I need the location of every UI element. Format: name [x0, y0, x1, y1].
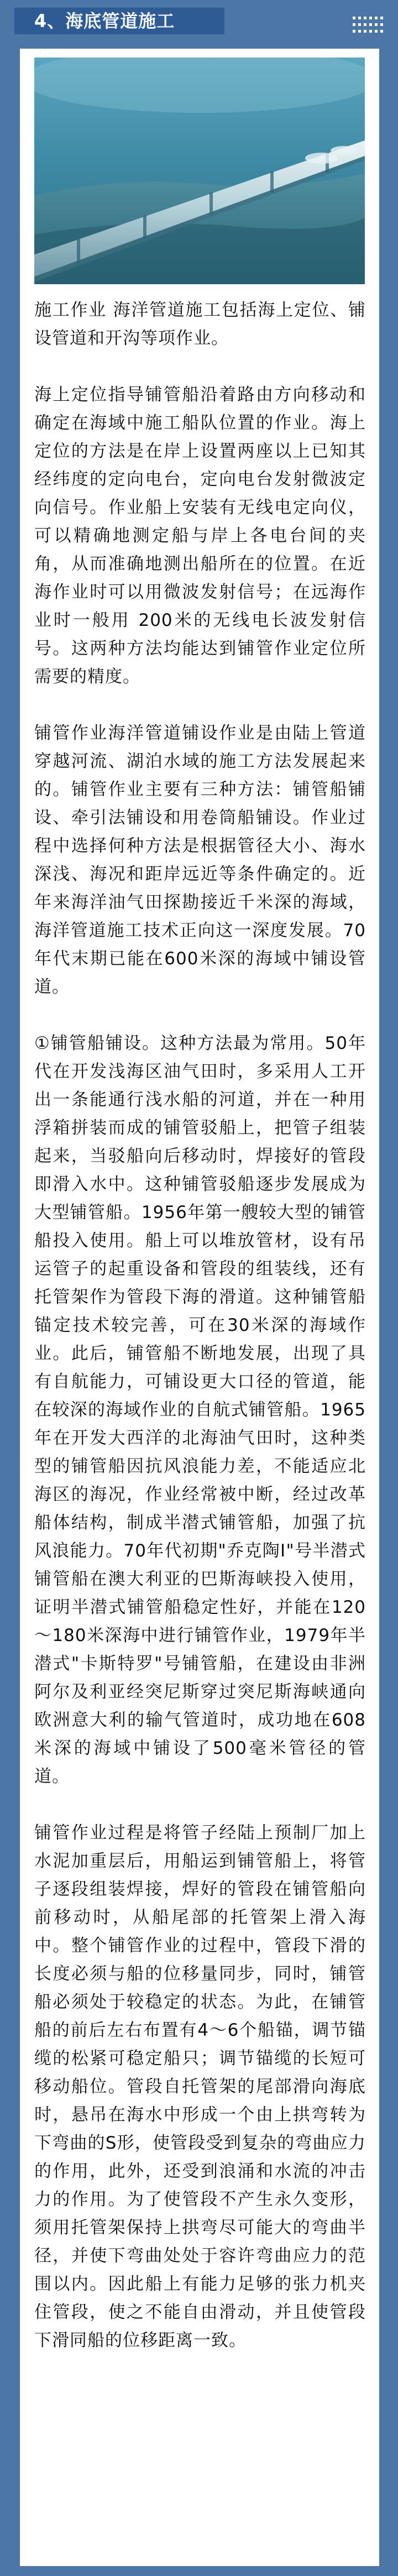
paragraph-process: 铺管作业过程是将管子经陆上预制厂加上水泥加重层后，用船运到铺管船上，将管子逐段组装焊接，焊好的管段在铺管船向前移动时，从船尾部的托管架上滑入海中。整个铺管作业的过程中，管段下滑的长度必须与船的位移量同步，同时，铺管船必须处于较稳定的状态。为此，在铺管船的前后左右布置有4～6个船锚，调节锚缆的松紧可稳定船只；调节锚缆的长短可移动船位。管段自托管架的尾部滑向海底时，悬吊在海水中形成一个由上拱弯转为下弯曲的S形，使管段受到复杂的弯曲应力的作用，此外，还受到浪涌和水流的冲击力的作用。为了使管段不产生永久变形，须用托管架保持上拱弯尽可能大的弯曲半径，并使下弯曲处处于容许弯曲应力的范围以内。因此船上有能力足够的张力机夹住管段，使之不能自由滑动，并且使管段下滑同船的位移距离一致。 — [34, 1823, 366, 2350]
paragraph-laybarge: ①铺管船铺设。这种方法最为常用。50年代在开发浅海区油气田时，多采用人工开出一条能通行浅水船的河道，并在一种用浮箱拼装而成的铺管驳船上，把管子组装起来，当驳船向后移动时，焊接好的管段即滑入水中。这种铺管驳船逐步发展成为大型铺管船。1956年第一艘较大型的铺管船投入使用。船上可以堆放管材，设有吊运管子的起重设备和管段的组装线，还有托管架作为管段下海的滑道。这种铺管船锚定技术较完善，可在30米深的海域作业。此后，铺管船不断地发展，出现了具有自航能力，可铺设更大口径的管道，能在较深的海域作业的自航式铺管船。1965年在开发大西洋的北海油气田时，这种类型的铺管船因抗风浪能力差，不能适应北海区的海况，作业经常被中断，经过改革船体结构，制成半潜式铺管船，加强了抗风浪能力。70年代初期"乔克陶Ⅰ"号半潜式铺管船在澳大利亚的巴斯海峡投入使用，证明半潜式铺管船稳定性好，并能在120～180米深海中进行铺管作业，1979年半潜式"卡斯特罗"号铺管船，在建设由非洲阿尔及利亚经突尼斯穿过突尼斯海峡通向欧洲意大利的输气管道时，成功地在608米深的海域中铺设了500毫米管径的管道。 — [34, 1033, 366, 1786]
paragraph-pipelaying: 铺管作业海洋管道铺设作业是由陆上管道穿越河流、湖泊水域的施工方法发展起来的。铺管作业主要有三种方法：铺管船铺设、牵引法铺设和用卷筒船铺设。作业过程中选择何种方法是根据管径大小、海水深浅、海况和距岸远近等条件确定的。近年来海洋油气田探勘接近千米深的海域，海洋管道施工技术正向这一深度发展。70年代末期已能在600米深的海域中铺设管道。 — [34, 723, 366, 997]
section-title: 4、海底管道施工 — [14, 8, 224, 34]
subsea-pipeline-photo — [34, 58, 365, 284]
paragraph-positioning: 海上定位指导铺管船沿着路由方向移动和确定在海域中施工船队位置的作业。海上定位的方法是在岸上设置两座以上已知其经纬度的定向电台，定向电台发射微波定向信号。作业船上安装有无线电定向仪，可以精确地测定船与岸上各电台间的夹角，从而准确地测出船所在的位置。在近海作业时可以用微波发射信号；在远海作业时一般用 200米的无线电长波发射信号。这两种方法均能达到铺管作业定位所需要的精度。 — [34, 385, 366, 687]
section-header — [0, 0, 398, 42]
article-panel — [20, 49, 379, 2566]
dots-grid-icon — [353, 17, 387, 33]
article-body — [34, 296, 366, 2383]
paragraph-intro: 施工作业 海洋管道施工包括海上定位、铺设管道和开沟等项作业。 — [34, 300, 366, 348]
